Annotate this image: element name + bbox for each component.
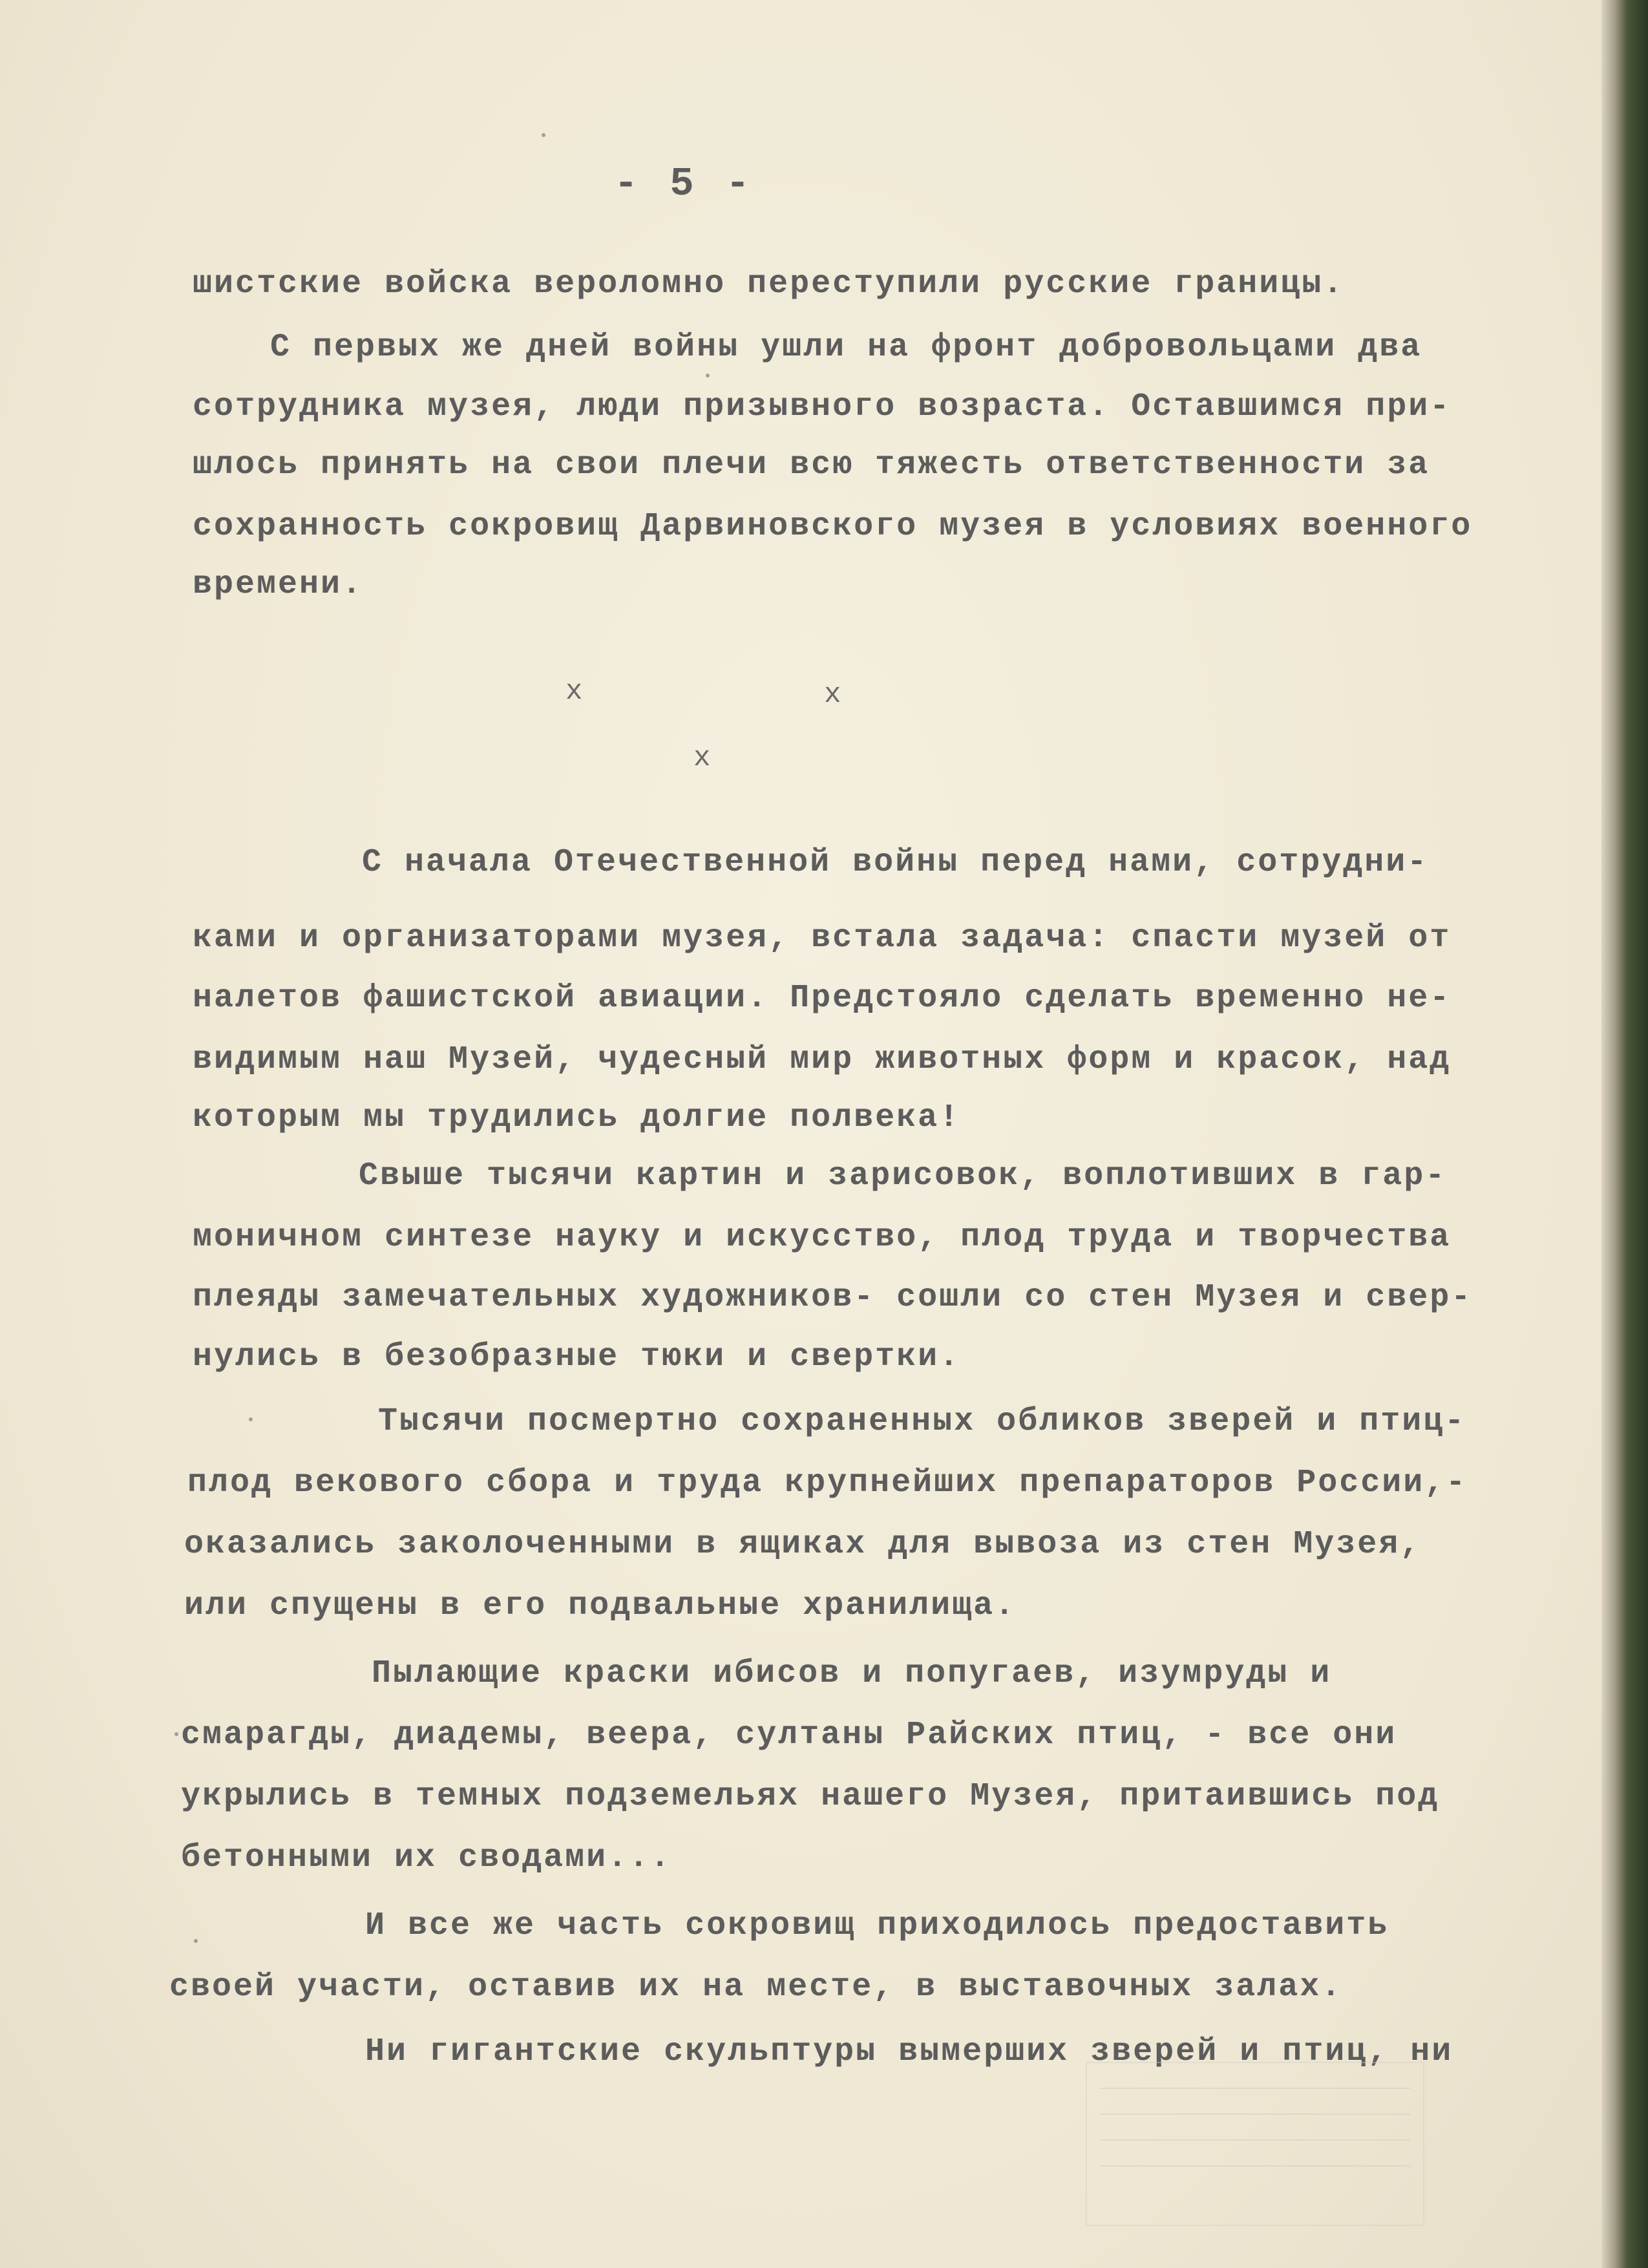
- text-line: смарагды, диадемы, веера, султаны Райских птиц, - все они: [181, 1717, 1397, 1754]
- section-divider-mark: x: [693, 742, 711, 774]
- text-line: или спущены в его подвальные хранилища.: [184, 1587, 1017, 1624]
- text-line: видимым наш Музей, чудесный мир животных форм и красок, над: [193, 1041, 1452, 1078]
- text-line: моничном синтезе науку и искусство, плод труда и творчества: [193, 1219, 1452, 1256]
- text-line: шлось принять на свои плечи всю тяжесть ответственности за: [193, 447, 1430, 483]
- faded-stamp: [1086, 2062, 1424, 2226]
- ink-fleck: [249, 1417, 253, 1421]
- section-divider-mark: x: [565, 675, 583, 708]
- section-divider-mark: x: [824, 679, 841, 711]
- text-line: нулись в безобразные тюки и свертки.: [193, 1339, 961, 1375]
- page-number: - 5 -: [614, 161, 754, 207]
- text-line: которым мы трудились долгие полвека!: [193, 1099, 961, 1136]
- text-line: С первых же дней войны ушли на фронт добровольцами два: [270, 329, 1422, 366]
- text-line: укрылись в темных подземельях нашего Музея, притаившись под: [181, 1778, 1440, 1815]
- text-line: времени.: [193, 566, 364, 603]
- scan-background-edge: [1601, 0, 1648, 2268]
- text-line: ками и организаторами музея, встала задача: спасти музей от: [193, 920, 1452, 957]
- text-line: сохранность сокровищ Дарвиновского музея в условиях военного: [193, 508, 1473, 545]
- text-line: плод векового сбора и труда крупнейших препараторов России,-: [187, 1465, 1468, 1501]
- text-line: Свыше тысячи картин и зарисовок, воплотивших в гар-: [359, 1158, 1447, 1194]
- text-line: шистские войска вероломно переступили русские границы.: [193, 266, 1345, 302]
- text-line: бетонными их сводами...: [181, 1839, 672, 1876]
- text-line: своей участи, оставив их на месте, в выставочных залах.: [169, 1969, 1343, 2006]
- ink-fleck: [542, 133, 545, 137]
- text-line: Ни гигантские скульптуры вымерших зверей и птиц, ни: [365, 2033, 1453, 2070]
- text-line: Пылающие краски ибисов и попугаев, изумруды и: [372, 1655, 1332, 1692]
- ink-fleck: [174, 1732, 178, 1736]
- ink-fleck: [706, 374, 710, 377]
- text-line: плеяды замечательных художников- сошли со стен Музея и свер-: [193, 1279, 1473, 1316]
- text-line: сотрудника музея, люди призывного возраста. Оставшимся при-: [193, 388, 1452, 425]
- text-line: оказались заколоченными в ящиках для вывоза из стен Музея,: [184, 1526, 1422, 1563]
- text-line: Тысячи посмертно сохраненных обликов зверей и птиц-: [378, 1403, 1466, 1440]
- ink-fleck: [194, 1939, 198, 1943]
- text-line: С начала Отечественной войны перед нами, сотрудни-: [362, 844, 1429, 881]
- text-line: И все же часть сокровищ приходилось предоставить: [365, 1907, 1389, 1944]
- text-line: налетов фашистской авиации. Предстояло сделать временно не-: [193, 980, 1452, 1017]
